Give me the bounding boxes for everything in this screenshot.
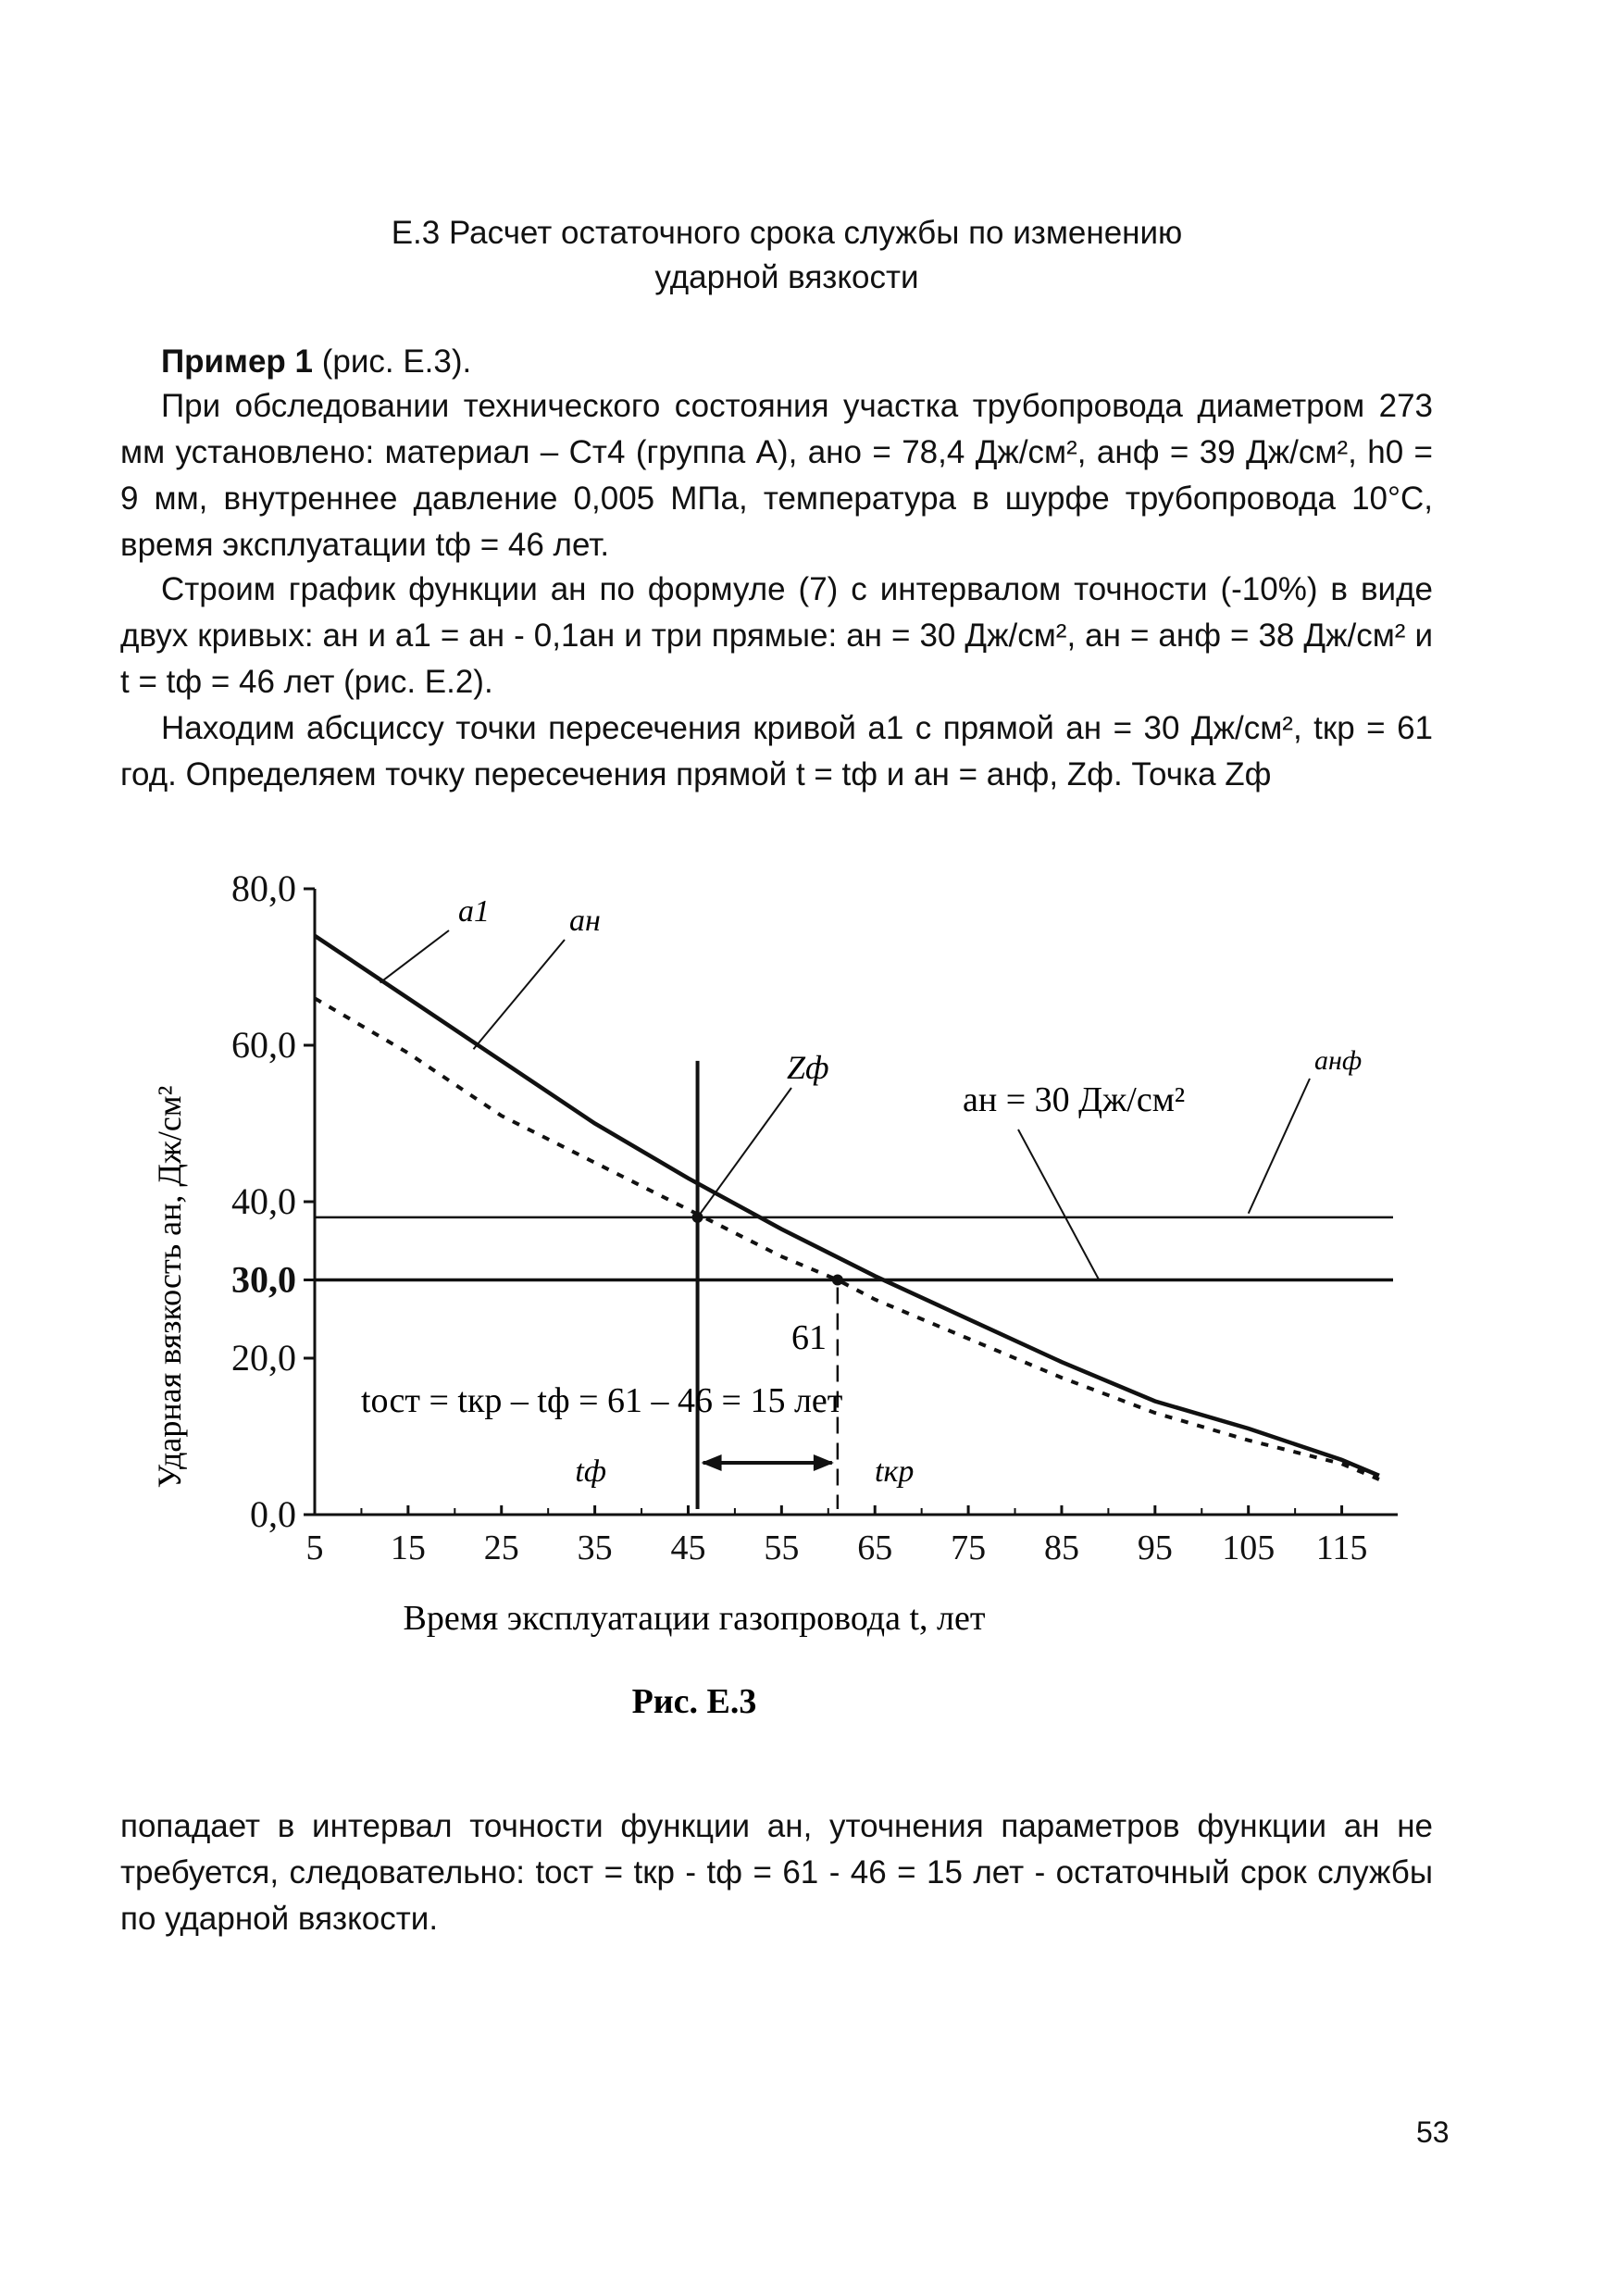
x-tick-label-85: 85 (1043, 1529, 1079, 1567)
x-tick-label-35: 35 (577, 1529, 613, 1567)
label-an: aн (569, 904, 601, 938)
impact-toughness-chart (139, 861, 1435, 1750)
x-axis-label: Время эксплуатации газопровода t, лет (403, 1599, 986, 1638)
y-tick-label-30,0: 30,0 (231, 1258, 296, 1301)
paragraph-3-text: Находим абсциссу точки пересечения кривой a1 с прямой aн = 30 Дж/см², tкр = 61 год. Определяем точку пересечения прямой t = tф и aн = aнф, Zф. Точка Zф (120, 710, 1433, 792)
example-title-bold: Пример 1 (161, 343, 313, 380)
leader-line-30 (1018, 1129, 1099, 1280)
paragraph-2 (120, 567, 1433, 705)
leader-a1 (380, 930, 449, 982)
y-tick-label-20,0: 20,0 (231, 1337, 296, 1379)
y-tick-label-60,0: 60,0 (231, 1024, 296, 1066)
section-heading (278, 211, 1296, 300)
x-tick-label-115: 115 (1315, 1529, 1368, 1567)
y-axis-label: Ударная вязкость aн, Дж/см² (151, 1085, 188, 1489)
interval-arrowhead-right (814, 1454, 834, 1471)
label-tf: tф (575, 1454, 606, 1489)
y-tick-label-0,0: 0,0 (250, 1493, 296, 1535)
section-heading-line1: Е.3 Расчет остаточного срока службы по изменению (391, 215, 1183, 251)
leader-zf (698, 1088, 791, 1217)
leader-an (473, 940, 565, 1049)
x-tick-label-105: 105 (1222, 1529, 1276, 1567)
example-title (120, 339, 1433, 385)
x-tick-label-75: 75 (951, 1529, 987, 1567)
x-tick-label-55: 55 (764, 1529, 800, 1567)
x-tick-label-25: 25 (483, 1529, 519, 1567)
example-title-rest: (рис. Е.3). (312, 343, 472, 380)
label-zf: Zф (787, 1049, 829, 1086)
figure-e3 (139, 861, 1435, 1750)
paragraph-2-text: Строим график функции aн по формуле (7) с интервалом точности (-10%) в виде двух кривых: aн и a1 = aн - 0,1aн и три прямые: aн = 30 Дж/см², aн = aнф = 38 Дж/см² и t = tф = 46 лет (рис. Е.2). (120, 571, 1433, 700)
page-number: 53 (1416, 2115, 1450, 2149)
x-tick-label-5: 5 (305, 1529, 324, 1567)
residual-life-formula: tост = tкр – tф = 61 – 46 = 15 лет (361, 1381, 843, 1420)
point-marker-1 (832, 1275, 843, 1286)
paragraph-4-text: попадает в интервал точности функции aн, уточнения параметров функции aн не требуется, следовательно: tост = tкр - tф = 61 - 46 = 15 лет - остаточный срок службы по ударной вязкости. (120, 1808, 1433, 1937)
paragraph-1 (120, 383, 1433, 568)
leader-anf (1249, 1079, 1310, 1214)
label-a1: a1 (458, 894, 490, 929)
paragraph-1-text: При обследовании технического состояния участка трубопровода диаметром 273 мм установлено: материал – Ст4 (группа А), aнo = 78,4 Дж/см², aнф = 39 Дж/см², h0 = 9 мм, внутреннее давление 0,005 МПа, температура в шурфе трубопровода 10°С, время эксплуатации tф = 46 лет. (120, 388, 1433, 563)
label-61: 61 (791, 1318, 827, 1357)
x-tick-label-15: 15 (390, 1529, 426, 1567)
x-tick-label-95: 95 (1137, 1529, 1173, 1567)
x-tick-label-65: 65 (857, 1529, 893, 1567)
x-tick-label-45: 45 (670, 1529, 706, 1567)
label-line-30: aн = 30 Дж/см² (963, 1080, 1186, 1119)
paragraph-4 (120, 1803, 1433, 1942)
y-tick-label-40,0: 40,0 (231, 1180, 296, 1222)
interval-arrowhead-left (702, 1454, 722, 1471)
paragraph-3 (120, 705, 1433, 798)
y-tick-label-80,0: 80,0 (231, 867, 296, 909)
figure-caption: Рис. Е.3 (631, 1682, 757, 1721)
label-tkr: tкр (875, 1454, 915, 1489)
label-anf: aнф (1314, 1045, 1363, 1076)
section-heading-line2: ударной вязкости (654, 259, 919, 295)
